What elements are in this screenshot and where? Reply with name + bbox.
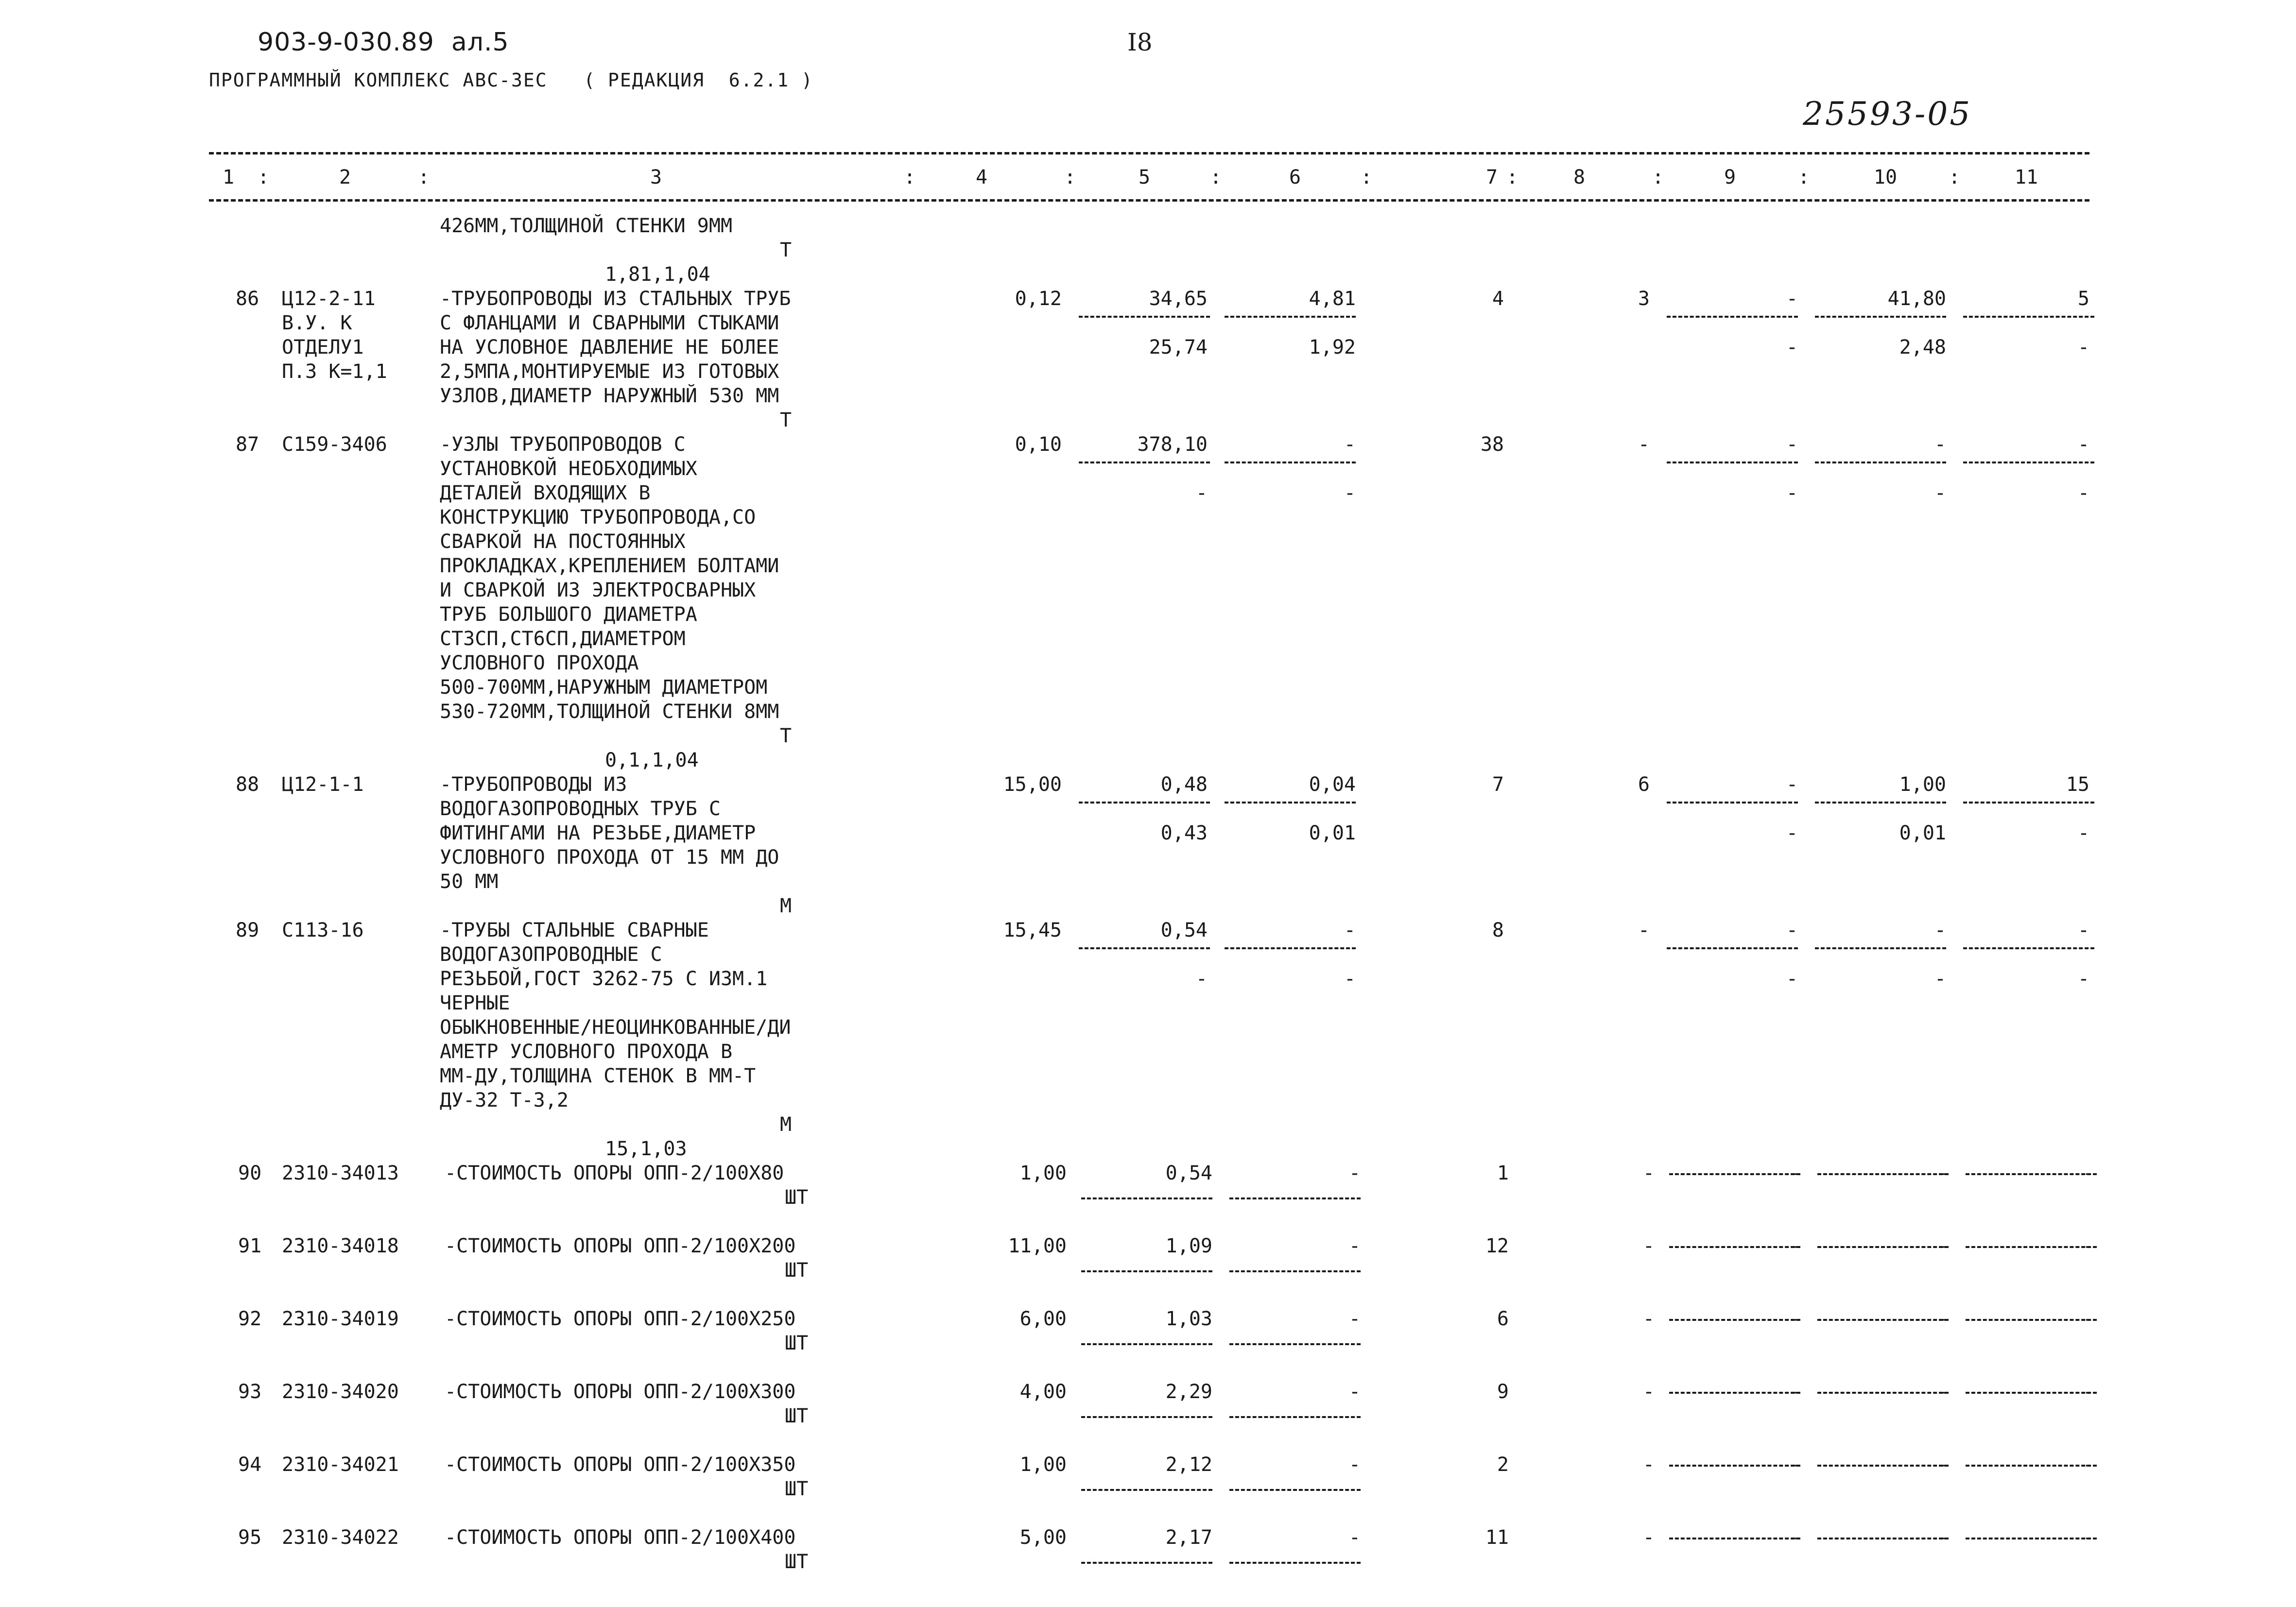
work-description-line: ВОДОГАЗОПРОВОДНЫХ ТРУБ С (440, 798, 721, 820)
rate-code: 2310-34020 (282, 1381, 399, 1403)
value-c9: - (1791, 1235, 1803, 1257)
page-number: I8 (1127, 28, 1153, 56)
value-c11: - (2082, 1235, 2094, 1257)
carry-over-unit: Т (780, 239, 792, 261)
value-c9b: - (1786, 482, 1798, 504)
value-c7: 7 (1492, 773, 1504, 796)
cell-underline (1669, 1465, 1800, 1467)
value-c7: 38 (1480, 433, 1504, 456)
value-c6b: 1,92 (1309, 336, 1356, 359)
rate-code: 2310-34019 (282, 1308, 399, 1330)
value-c5: 2,29 (1165, 1381, 1212, 1403)
row-number: 88 (236, 773, 259, 796)
work-description-line: ММ-ДУ,ТОЛЩИНА СТЕНОК В ММ-Т (440, 1065, 756, 1087)
program-line: ПРОГРАММНЫЙ КОМПЛЕКС АВС-3ЕС ( РЕДАКЦИЯ 6.2.1 ) (209, 69, 813, 91)
work-description-line: ТРУБ БОЛЬШОГО ДИАМЕТРА (440, 603, 697, 626)
unit-of-measure: М (780, 1113, 792, 1136)
cell-underline (1667, 462, 1798, 463)
value-c11: - (2082, 1308, 2094, 1330)
value-c5: 1,03 (1165, 1308, 1212, 1330)
cell-underline (1966, 1465, 2097, 1467)
value-c10b: 0,01 (1899, 822, 1946, 844)
row-number: 93 (238, 1381, 262, 1403)
value-c4: 5,00 (1019, 1526, 1067, 1549)
cell-underline (1817, 1392, 1949, 1394)
value-c9: - (1791, 1162, 1803, 1184)
value-c9: - (1791, 1308, 1803, 1330)
cell-underline (1667, 802, 1798, 804)
value-c5: 0,54 (1160, 919, 1208, 941)
value-c6: 4,81 (1309, 288, 1356, 310)
value-c10: - (1939, 1308, 1951, 1330)
value-c6: - (1348, 1308, 1361, 1330)
cell-underline (1081, 1343, 1212, 1345)
work-description-line: ФИТИНГАМИ НА РЕЗЬБЕ,ДИАМЕТР (440, 822, 756, 844)
value-c6: - (1348, 1235, 1361, 1257)
value-c8: 6 (1638, 773, 1650, 796)
cell-underline (1229, 1197, 1361, 1199)
cell-underline (1225, 462, 1356, 463)
cell-underline (1966, 1538, 2097, 1539)
column-header-10: 10 (1873, 166, 1898, 188)
price-index: 15,1,03 (605, 1138, 687, 1160)
column-header-3: 3 (650, 166, 662, 188)
value-c10: - (1939, 1235, 1951, 1257)
value-c9: - (1786, 773, 1798, 796)
row-number: 94 (238, 1453, 262, 1476)
column-separator: : (1361, 166, 1373, 188)
value-c9b: - (1786, 336, 1798, 359)
handwritten-number: 25593-05 (1803, 95, 1972, 133)
value-c11: - (2082, 1526, 2094, 1549)
value-c10: - (1934, 919, 1946, 941)
value-c11b: - (2077, 336, 2089, 359)
cell-underline (1081, 1197, 1212, 1199)
work-description-line: РЕЗЬБОЙ,ГОСТ 3262-75 С ИЗМ.1 (440, 968, 768, 990)
cell-underline (1966, 1319, 2097, 1321)
work-description-line: -СТОИМОСТЬ ОПОРЫ ОПП-2/100Х300 (445, 1381, 796, 1403)
cell-underline (1815, 802, 1946, 804)
unit-of-measure: ШТ (785, 1332, 809, 1354)
value-c4: 0,10 (1015, 433, 1062, 456)
cell-underline (1963, 462, 2094, 463)
work-description-line: -СТОИМОСТЬ ОПОРЫ ОПП-2/100Х250 (445, 1308, 796, 1330)
work-description-line: -УЗЛЫ ТРУБОПРОВОДОВ С (440, 433, 686, 456)
value-c11: 5 (2077, 288, 2089, 310)
value-c7: 8 (1492, 919, 1504, 941)
cell-underline (1081, 1489, 1212, 1491)
value-c6: - (1344, 433, 1356, 456)
value-c7: 9 (1497, 1381, 1509, 1403)
rate-code-note: П.3 К=1,1 (282, 360, 387, 383)
unit-of-measure: ШТ (785, 1478, 809, 1500)
column-header-7: 7 (1485, 166, 1498, 188)
cell-underline (1081, 1562, 1212, 1564)
cell-underline (1081, 1270, 1212, 1272)
cell-underline (1669, 1246, 1800, 1248)
value-c10: - (1939, 1526, 1951, 1549)
value-c5: 0,54 (1165, 1162, 1212, 1184)
cell-underline (1815, 462, 1946, 463)
cell-underline (1963, 802, 2094, 804)
row-number: 86 (236, 288, 259, 310)
unit-of-measure: М (780, 895, 792, 917)
work-description-line: НА УСЛОВНОЕ ДАВЛЕНИЕ НЕ БОЛЕЕ (440, 336, 779, 359)
cell-underline (1817, 1246, 1949, 1248)
value-c9: - (1786, 919, 1798, 941)
cell-underline (1966, 1392, 2097, 1394)
cell-underline (1225, 947, 1356, 949)
value-c11b: - (2077, 822, 2089, 844)
value-c4: 0,12 (1015, 288, 1062, 310)
carry-over-text: 426ММ,ТОЛЩИНОЙ СТЕНКИ 9ММ (440, 215, 733, 237)
unit-of-measure: ШТ (785, 1405, 809, 1427)
cell-underline (1817, 1465, 1949, 1467)
value-c4: 11,00 (1008, 1235, 1067, 1257)
work-description-line: СВАРКОЙ НА ПОСТОЯННЫХ (440, 530, 686, 553)
column-header-9: 9 (1724, 166, 1736, 188)
value-c11: - (2077, 919, 2089, 941)
value-c11: - (2077, 433, 2089, 456)
work-description-line: -СТОИМОСТЬ ОПОРЫ ОПП-2/100Х200 (445, 1235, 796, 1257)
value-c11: - (2082, 1453, 2094, 1476)
value-c8: - (1642, 1162, 1655, 1184)
value-c6: - (1348, 1526, 1361, 1549)
value-c11b: - (2077, 482, 2089, 504)
rate-code: Ц12-2-11 (282, 288, 376, 310)
value-c8: - (1642, 1381, 1655, 1403)
work-description-line: ЧЕРНЫЕ (440, 992, 510, 1014)
cell-underline (1815, 947, 1946, 949)
cell-underline (1225, 802, 1356, 804)
document-code: 903-9-030.89 ал.5 (258, 28, 509, 57)
value-c7: 4 (1492, 288, 1504, 310)
work-description-line: И СВАРКОЙ ИЗ ЭЛЕКТРОСВАРНЫХ (440, 579, 756, 601)
value-c4: 15,45 (1003, 919, 1062, 941)
cell-underline (1229, 1416, 1361, 1418)
cell-underline (1669, 1319, 1800, 1321)
cell-underline (1963, 947, 2094, 949)
unit-of-measure: ШТ (785, 1259, 809, 1282)
rate-code: 2310-34021 (282, 1453, 399, 1476)
value-c4: 1,00 (1019, 1453, 1067, 1476)
column-header-2: 2 (339, 166, 351, 188)
value-c6: 0,04 (1309, 773, 1356, 796)
value-c9b: - (1786, 822, 1798, 844)
cell-underline (1229, 1343, 1361, 1345)
value-c10: - (1934, 433, 1946, 456)
column-separator: : (904, 166, 916, 188)
carry-over-index: 1,81,1,04 (605, 263, 710, 286)
value-c8: 3 (1638, 288, 1650, 310)
work-description-line: 500-700ММ,НАРУЖНЫМ ДИАМЕТРОМ (440, 676, 768, 699)
column-header-4: 4 (975, 166, 988, 188)
row-number: 91 (238, 1235, 262, 1257)
value-c5: 0,48 (1160, 773, 1208, 796)
value-c7: 12 (1485, 1235, 1509, 1257)
value-c8: - (1638, 433, 1650, 456)
work-description-line: ПРОКЛАДКАХ,КРЕПЛЕНИЕМ БОЛТАМИ (440, 555, 779, 577)
work-description-line: 2,5МПА,МОНТИРУЕМЫЕ ИЗ ГОТОВЫХ (440, 360, 779, 383)
table-header-rule (209, 199, 2089, 202)
cell-underline (1079, 947, 1210, 949)
value-c9: - (1791, 1453, 1803, 1476)
value-c8: - (1638, 919, 1650, 941)
value-c5: 34,65 (1149, 288, 1208, 310)
value-c5b: 0,43 (1160, 822, 1208, 844)
work-description-line: -СТОИМОСТЬ ОПОРЫ ОПП-2/100Х400 (445, 1526, 796, 1549)
work-description-line: -СТОИМОСТЬ ОПОРЫ ОПП-2/100Х80 (445, 1162, 784, 1184)
work-description-line: 50 ММ (440, 871, 499, 893)
value-c10b: 2,48 (1899, 336, 1946, 359)
cell-underline (1079, 802, 1210, 804)
value-c7: 6 (1497, 1308, 1509, 1330)
cell-underline (1225, 316, 1356, 318)
value-c8: - (1642, 1453, 1655, 1476)
column-separator: : (258, 166, 270, 188)
value-c9: - (1786, 433, 1798, 456)
cell-underline (1817, 1319, 1949, 1321)
value-c8: - (1642, 1526, 1655, 1549)
value-c10b: - (1934, 968, 1946, 990)
work-description-line: ДУ-32 Т-3,2 (440, 1089, 569, 1111)
column-separator: : (1949, 166, 1961, 188)
cell-underline (1079, 462, 1210, 463)
value-c7: 1 (1497, 1162, 1509, 1184)
unit-of-measure: Т (780, 409, 792, 431)
value-c5: 1,09 (1165, 1235, 1212, 1257)
cell-underline (1815, 316, 1946, 318)
unit-of-measure: ШТ (785, 1186, 809, 1209)
cell-underline (1669, 1538, 1800, 1539)
value-c9: - (1786, 288, 1798, 310)
cell-underline (1081, 1416, 1212, 1418)
value-c4: 6,00 (1019, 1308, 1067, 1330)
cell-underline (1079, 316, 1210, 318)
row-number: 95 (238, 1526, 262, 1549)
rate-code: С113-16 (282, 919, 364, 941)
value-c9: - (1791, 1381, 1803, 1403)
column-header-1: 1 (222, 166, 235, 188)
cell-underline (1963, 316, 2094, 318)
value-c5b: - (1195, 968, 1208, 990)
cell-underline (1669, 1392, 1800, 1394)
value-c7: 2 (1497, 1453, 1509, 1476)
column-header-8: 8 (1573, 166, 1586, 188)
column-separator: : (1064, 166, 1076, 188)
value-c11: - (2082, 1381, 2094, 1403)
value-c10: - (1939, 1453, 1951, 1476)
value-c6b: - (1344, 482, 1356, 504)
row-number: 92 (238, 1308, 262, 1330)
value-c4: 15,00 (1003, 773, 1062, 796)
value-c5b: - (1195, 482, 1208, 504)
work-description-line: ДЕТАЛЕЙ ВХОДЯЩИХ В (440, 482, 651, 504)
rate-code-note: В.У. К (282, 312, 352, 334)
column-separator: : (1652, 166, 1664, 188)
rate-code-note: ОТДЕЛУ1 (282, 336, 364, 359)
value-c9: - (1791, 1526, 1803, 1549)
row-number: 90 (238, 1162, 262, 1184)
column-separator: : (418, 166, 430, 188)
value-c7: 11 (1485, 1526, 1509, 1549)
cell-underline (1817, 1173, 1949, 1175)
value-c10b: - (1934, 482, 1946, 504)
value-c5: 378,10 (1137, 433, 1208, 456)
work-description-line: АМЕТР УСЛОВНОГО ПРОХОДА В (440, 1041, 733, 1063)
rate-code: С159-3406 (282, 433, 387, 456)
cell-underline (1667, 947, 1798, 949)
cell-underline (1966, 1173, 2097, 1175)
column-separator: : (1798, 166, 1810, 188)
value-c10: 41,80 (1887, 288, 1946, 310)
work-description-line: УЗЛОВ,ДИАМЕТР НАРУЖНЫЙ 530 ММ (440, 385, 779, 407)
value-c10: - (1939, 1162, 1951, 1184)
value-c6: - (1348, 1453, 1361, 1476)
cell-underline (1667, 316, 1798, 318)
work-description-line: -ТРУБЫ СТАЛЬНЫЕ СВАРНЫЕ (440, 919, 709, 941)
column-separator: : (1210, 166, 1222, 188)
cell-underline (1229, 1562, 1361, 1564)
work-description-line: С ФЛАНЦАМИ И СВАРНЫМИ СТЫКАМИ (440, 312, 779, 334)
work-description-line: -СТОИМОСТЬ ОПОРЫ ОПП-2/100Х350 (445, 1453, 796, 1476)
row-number: 89 (236, 919, 259, 941)
work-description-line: КОНСТРУКЦИЮ ТРУБОПРОВОДА,СО (440, 506, 756, 529)
column-header-5: 5 (1138, 166, 1151, 188)
work-description-line: -ТРУБОПРОВОДЫ ИЗ СТАЛЬНЫХ ТРУБ (440, 288, 791, 310)
work-description-line: УСТАНОВКОЙ НЕОБХОДИМЫХ (440, 458, 697, 480)
cell-underline (1229, 1270, 1361, 1272)
work-description-line: ВОДОГАЗОПРОВОДНЫЕ С (440, 943, 662, 966)
cell-underline (1817, 1538, 1949, 1539)
value-c6b: 0,01 (1309, 822, 1356, 844)
column-header-11: 11 (2014, 166, 2038, 188)
value-c5b: 25,74 (1149, 336, 1208, 359)
value-c9b: - (1786, 968, 1798, 990)
value-c5: 2,12 (1165, 1453, 1212, 1476)
work-description-line: УСЛОВНОГО ПРОХОДА (440, 652, 639, 674)
column-header-6: 6 (1289, 166, 1301, 188)
value-c4: 4,00 (1019, 1381, 1067, 1403)
value-c8: - (1642, 1235, 1655, 1257)
column-separator: : (1506, 166, 1519, 188)
value-c10: 1,00 (1899, 773, 1946, 796)
value-c11b: - (2077, 968, 2089, 990)
work-description-line: -ТРУБОПРОВОДЫ ИЗ (440, 773, 627, 796)
rate-code: Ц12-1-1 (282, 773, 364, 796)
price-index: 0,1,1,04 (605, 749, 699, 771)
rate-code: 2310-34022 (282, 1526, 399, 1549)
value-c8: - (1642, 1308, 1655, 1330)
work-description-line: СТ3СП,СТ6СП,ДИАМЕТРОМ (440, 628, 686, 650)
table-top-rule (209, 152, 2089, 154)
work-description-line: 530-720ММ,ТОЛЩИНОЙ СТЕНКИ 8ММ (440, 701, 779, 723)
value-c6: - (1348, 1381, 1361, 1403)
value-c10: - (1939, 1381, 1951, 1403)
value-c4: 1,00 (1019, 1162, 1067, 1184)
rate-code: 2310-34018 (282, 1235, 399, 1257)
unit-of-measure: Т (780, 725, 792, 747)
cell-underline (1229, 1489, 1361, 1491)
value-c11: - (2082, 1162, 2094, 1184)
rate-code: 2310-34013 (282, 1162, 399, 1184)
value-c6: - (1344, 919, 1356, 941)
value-c11: 15 (2066, 773, 2089, 796)
row-number: 87 (236, 433, 259, 456)
cell-underline (1669, 1173, 1800, 1175)
work-description-line: ОБЫКНОВЕННЫЕ/НЕОЦИНКОВАННЫЕ/ДИ (440, 1016, 791, 1039)
cell-underline (1966, 1246, 2097, 1248)
work-description-line: УСЛОВНОГО ПРОХОДА ОТ 15 ММ ДО (440, 846, 779, 869)
value-c6: - (1348, 1162, 1361, 1184)
value-c5: 2,17 (1165, 1526, 1212, 1549)
value-c6b: - (1344, 968, 1356, 990)
unit-of-measure: ШТ (785, 1551, 809, 1573)
